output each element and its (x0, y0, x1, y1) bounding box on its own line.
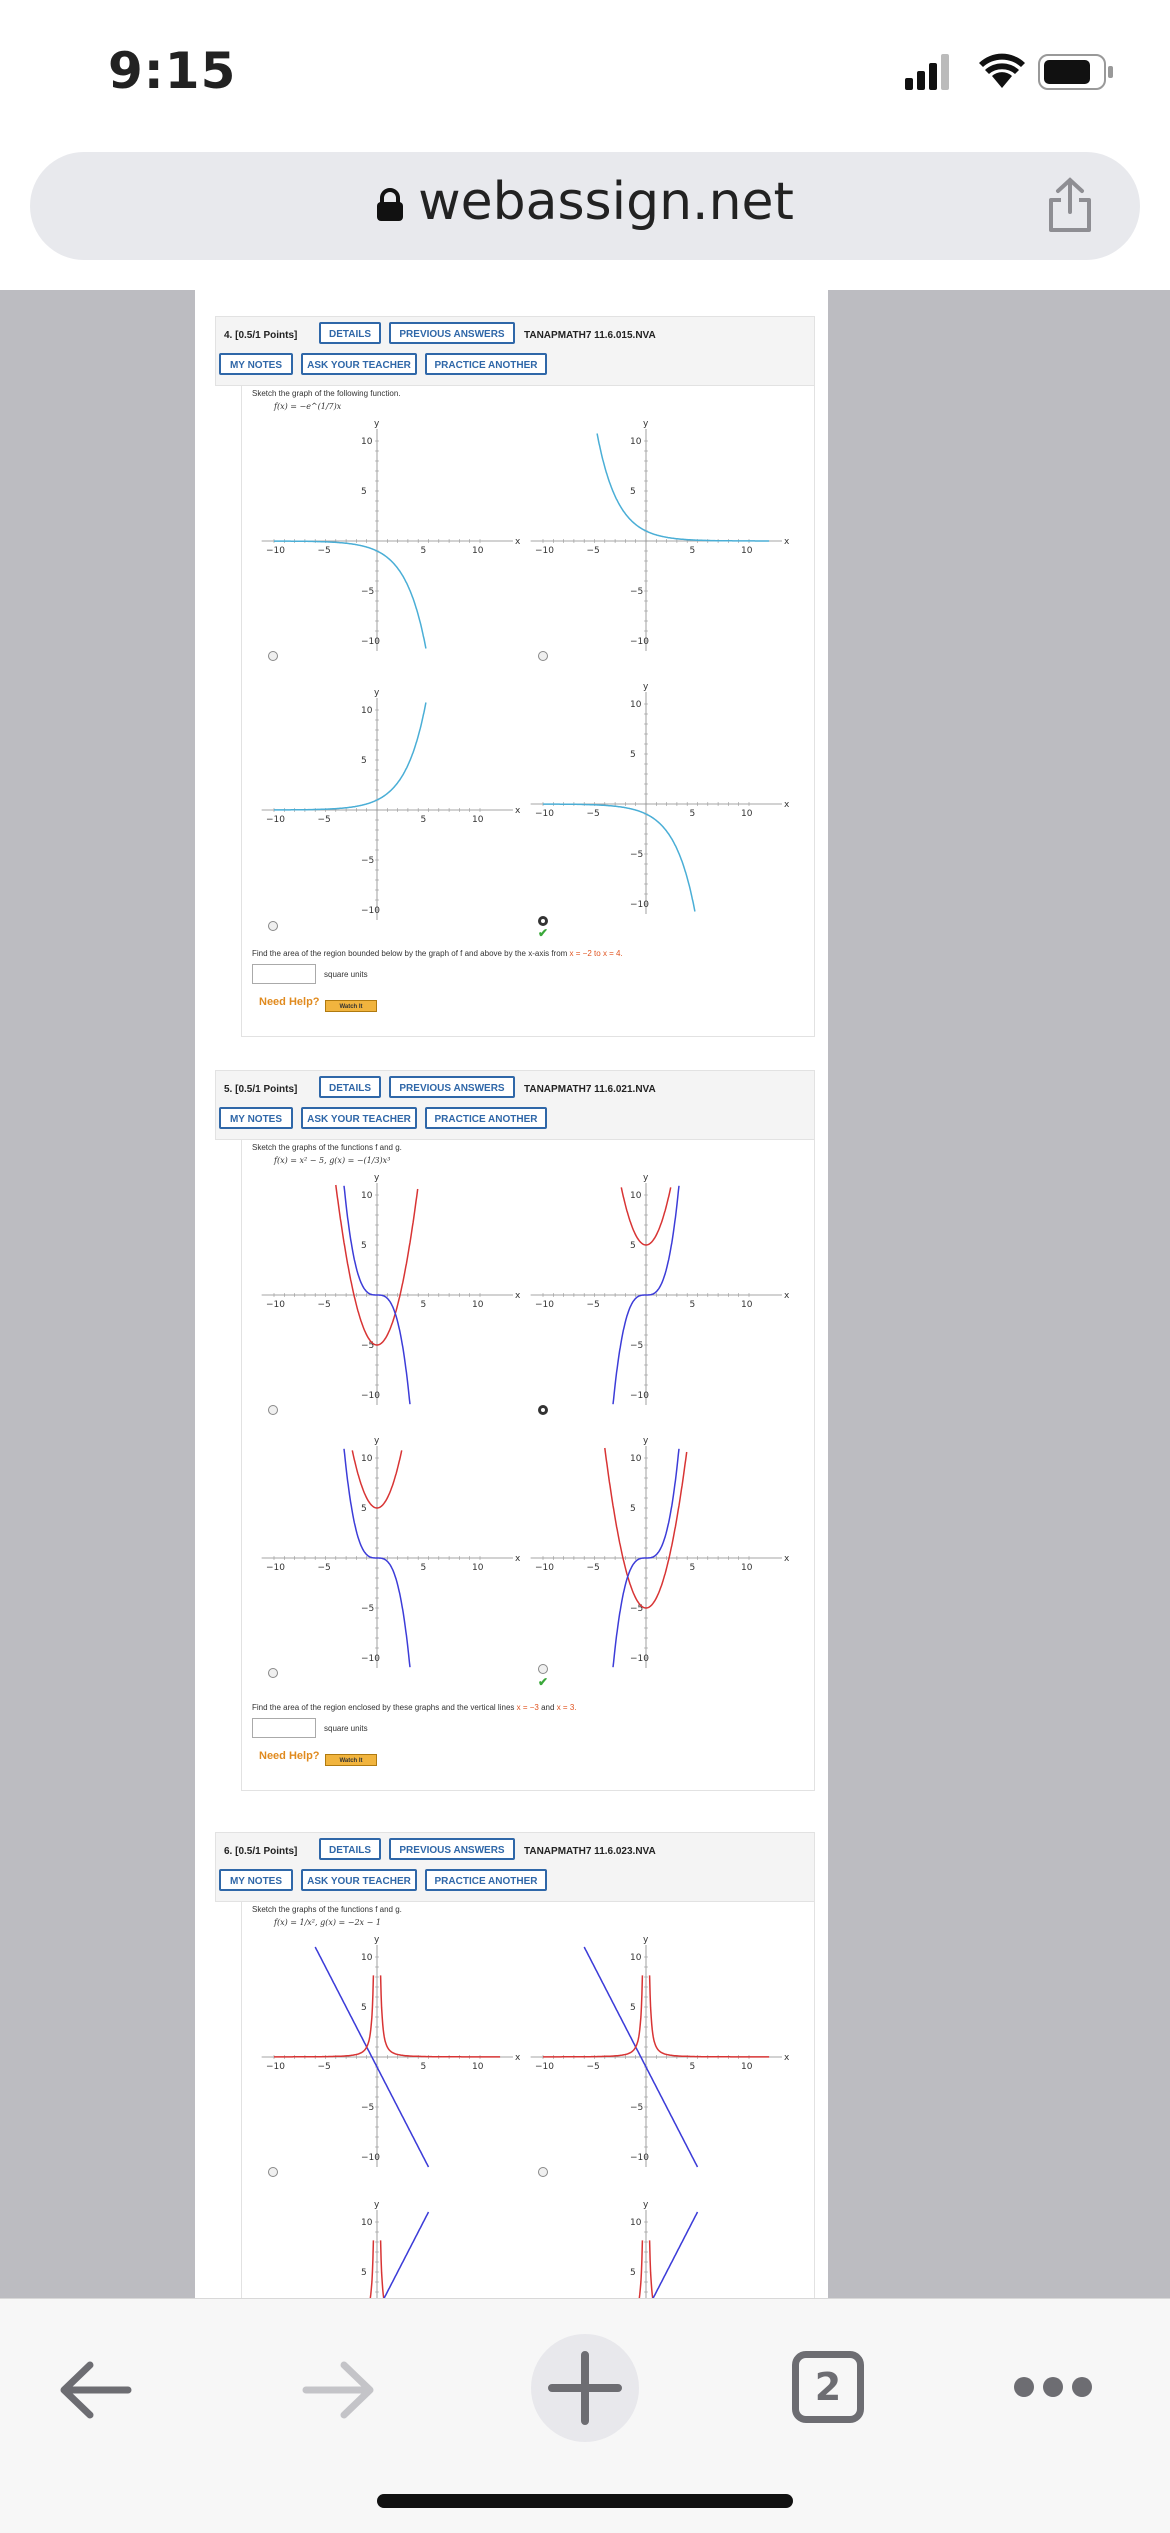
x-tick-label: 10 (472, 546, 484, 556)
back-arrow-icon[interactable] (58, 2359, 134, 2421)
y-tick-label: −5 (630, 1341, 644, 1351)
area-answer-input[interactable] (252, 964, 316, 984)
x-tick-label: −10 (535, 1300, 554, 1310)
new-tab-icon[interactable] (530, 2333, 640, 2443)
y-tick-label: 5 (630, 1241, 636, 1251)
question-prompt: Sketch the graphs of the functions f and g. (252, 1905, 402, 1914)
y-axis-label: y (643, 1436, 649, 1446)
x-tick-label: −5 (586, 546, 600, 556)
y-tick-label: −10 (361, 2153, 380, 2163)
webpage-viewport[interactable] (0, 290, 1170, 2298)
previous-answers-button[interactable]: PREVIOUS ANSWERS (389, 1076, 515, 1098)
function-curve (650, 1975, 770, 2056)
y-axis-label: y (374, 1935, 380, 1945)
function-curve (274, 703, 426, 810)
x-tick-label: 5 (420, 1563, 427, 1573)
url-text: webassign.net (418, 172, 794, 232)
y-tick-label: −5 (361, 1604, 375, 1614)
question-header (215, 1832, 815, 1902)
x-tick-label: −10 (266, 1563, 285, 1573)
y-tick-label: −5 (630, 1604, 644, 1614)
choice-3-radio[interactable] (268, 1668, 278, 1678)
y-tick-label: 5 (630, 2268, 636, 2278)
question-number: 5. [0.5/1 Points] (224, 1084, 298, 1095)
choice-1-radio[interactable] (268, 2167, 278, 2177)
question-number: 6. [0.5/1 Points] (224, 1846, 298, 1857)
y-tick-label: 10 (361, 1953, 373, 1963)
x-tick-label: −5 (317, 2062, 331, 2072)
x-axis-label: x (784, 800, 790, 810)
graph-choice-2 (535, 419, 804, 647)
assignment-sheet (195, 290, 828, 2298)
y-tick-label: 10 (361, 706, 373, 716)
question-prompt: Sketch the graphs of the functions f and g. (252, 1143, 402, 1152)
x-axis-label: x (784, 537, 790, 547)
x-tick-label: 10 (741, 2062, 753, 2072)
y-tick-label: 10 (361, 437, 373, 447)
my-notes-button[interactable]: MY NOTES (219, 1107, 293, 1129)
y-tick-label: 5 (361, 1241, 367, 1251)
y-tick-label: −10 (630, 900, 649, 910)
graph-choice-2 (535, 1935, 804, 2163)
address-bar[interactable] (30, 152, 1140, 260)
question-header (215, 1070, 815, 1140)
area-answer-input[interactable] (252, 1718, 316, 1738)
y-axis-label: y (374, 688, 380, 698)
x-axis-label: x (515, 1554, 521, 1564)
x-tick-label: 5 (420, 1300, 427, 1310)
x-tick-label: 10 (741, 1300, 753, 1310)
question-prompt: Sketch the graph of the following function. (252, 389, 401, 398)
x-axis-label: x (515, 1291, 521, 1301)
graph-choice-3 (266, 1436, 535, 1664)
x-tick-label: −5 (586, 809, 600, 819)
x-tick-label: 10 (472, 2062, 484, 2072)
x-tick-label: −10 (266, 1300, 285, 1310)
y-tick-label: −10 (361, 637, 380, 647)
x-tick-label: 10 (741, 809, 753, 819)
details-button[interactable]: DETAILS (319, 1838, 381, 1860)
x-axis-label: x (784, 1554, 790, 1564)
function-curve (597, 434, 769, 542)
share-icon[interactable] (1045, 176, 1095, 234)
y-tick-label: 10 (361, 2218, 373, 2228)
y-axis-label: y (374, 419, 380, 429)
x-tick-label: 5 (689, 809, 696, 819)
y-tick-label: 10 (361, 1191, 373, 1201)
function-formula: f(x) = 1/x², g(x) = −2x − 1 (274, 1918, 381, 1927)
y-tick-label: −10 (361, 1654, 380, 1664)
y-axis-label: y (643, 682, 649, 692)
x-tick-label: −10 (266, 546, 285, 556)
y-axis-label: y (643, 1935, 649, 1945)
question-code: TANAPMATH7 11.6.021.NVA (524, 1084, 656, 1095)
y-tick-label: −10 (630, 1391, 649, 1401)
previous-answers-button[interactable]: PREVIOUS ANSWERS (389, 1838, 515, 1860)
correct-check-icon: ✔ (538, 1675, 549, 1689)
question-body (241, 1902, 815, 2303)
my-notes-button[interactable]: MY NOTES (219, 353, 293, 375)
y-tick-label: −5 (361, 1341, 375, 1351)
more-options-icon[interactable] (1012, 2375, 1094, 2399)
y-tick-label: 5 (361, 756, 367, 766)
practice-another-button[interactable]: PRACTICE ANOTHER (425, 1869, 547, 1891)
x-tick-label: 5 (689, 1563, 696, 1573)
y-axis-label: y (643, 1173, 649, 1183)
ask-your-teacher-button[interactable]: ASK YOUR TEACHER (301, 1107, 417, 1129)
choice-4-radio[interactable] (538, 916, 548, 926)
area-question-text: Find the area of the region enclosed by these graphs and the vertical lines x = −3 and x = 3. (252, 1703, 577, 1712)
x-tick-label: 10 (472, 815, 484, 825)
url-display[interactable] (30, 172, 1140, 232)
x-tick-label: −10 (535, 546, 554, 556)
details-button[interactable]: DETAILS (319, 1076, 381, 1098)
y-tick-label: −5 (630, 2103, 644, 2113)
y-tick-label: 5 (361, 2268, 367, 2278)
x-axis-label: x (515, 537, 521, 547)
my-notes-button[interactable]: MY NOTES (219, 1869, 293, 1891)
question-6 (215, 1832, 815, 2303)
previous-answers-button[interactable]: PREVIOUS ANSWERS (389, 322, 515, 344)
y-tick-label: −10 (361, 906, 380, 916)
ask-your-teacher-button[interactable]: ASK YOUR TEACHER (301, 1869, 417, 1891)
question-number: 4. [0.5/1 Points] (224, 330, 298, 341)
question-header (215, 316, 815, 386)
function-formula: f(x) = x² − 5, g(x) = −(1/3)x³ (274, 1156, 391, 1165)
y-tick-label: 10 (630, 1191, 642, 1201)
x-tick-label: −5 (317, 546, 331, 556)
x-tick-label: −10 (266, 2062, 285, 2072)
y-tick-label: −10 (361, 1391, 380, 1401)
x-tick-label: 5 (420, 815, 427, 825)
y-tick-label: −5 (630, 850, 644, 860)
y-tick-label: −5 (361, 587, 375, 597)
tab-count-button[interactable]: 2 (792, 2351, 864, 2423)
choice-2-radio[interactable] (538, 651, 548, 661)
cellular-signal-icon (905, 54, 953, 90)
x-tick-label: −5 (317, 1300, 331, 1310)
x-tick-label: 10 (472, 1563, 484, 1573)
watch-it-button[interactable]: Watch It (325, 1754, 377, 1766)
lock-icon (376, 188, 404, 222)
choice-1-radio[interactable] (268, 1405, 278, 1415)
details-button[interactable]: DETAILS (319, 322, 381, 344)
x-tick-label: −5 (586, 2062, 600, 2072)
ask-your-teacher-button[interactable]: ASK YOUR TEACHER (301, 353, 417, 375)
y-axis-label: y (374, 1173, 380, 1183)
function-curve (381, 1975, 501, 2056)
x-tick-label: 5 (689, 2062, 696, 2072)
question-4 (215, 316, 815, 1037)
status-time: 9:15 (108, 42, 237, 100)
x-tick-label: 10 (741, 1563, 753, 1573)
question-body (241, 1140, 815, 1791)
watch-it-button[interactable]: Watch It (325, 1000, 377, 1012)
x-tick-label: −10 (535, 1563, 554, 1573)
forward-arrow-icon[interactable] (300, 2359, 376, 2421)
question-5 (215, 1070, 815, 1791)
x-tick-label: 5 (689, 1300, 696, 1310)
y-tick-label: 5 (630, 487, 636, 497)
y-tick-label: 10 (361, 1454, 373, 1464)
y-tick-label: −5 (361, 2103, 375, 2113)
x-axis-label: x (784, 1291, 790, 1301)
y-tick-label: 10 (630, 2218, 642, 2228)
practice-another-button[interactable]: PRACTICE ANOTHER (425, 353, 547, 375)
units-label: square units (324, 970, 368, 979)
x-tick-label: −5 (317, 1563, 331, 1573)
question-body (241, 386, 815, 1037)
x-tick-label: 5 (420, 2062, 427, 2072)
need-help-label: Need Help? (259, 996, 320, 1008)
y-tick-label: 10 (630, 700, 642, 710)
graph-choice-4 (535, 1436, 804, 1664)
area-question-text: Find the area of the region bounded below by the graph of f and above by the x-axis from x = −2 to x = 4. (252, 949, 623, 958)
wifi-icon (978, 52, 1026, 90)
choice-2-radio[interactable] (538, 1405, 548, 1415)
y-tick-label: −5 (630, 587, 644, 597)
x-tick-label: 5 (420, 546, 427, 556)
function-curve (543, 1975, 642, 2056)
y-tick-label: 10 (630, 1454, 642, 1464)
practice-another-button[interactable]: PRACTICE ANOTHER (425, 1107, 547, 1129)
status-bar (0, 0, 1170, 140)
x-tick-label: −5 (317, 815, 331, 825)
x-tick-label: −10 (535, 2062, 554, 2072)
graph-choice-1 (266, 1173, 535, 1401)
choice-2-radio[interactable] (538, 2167, 548, 2177)
correct-check-icon: ✔ (538, 926, 549, 940)
y-axis-label: y (374, 2200, 380, 2210)
y-tick-label: 10 (630, 1953, 642, 1963)
graph-choice-3 (266, 688, 535, 916)
y-tick-label: 5 (630, 750, 636, 760)
y-tick-label: −5 (361, 856, 375, 866)
home-indicator (377, 2494, 793, 2508)
choice-4-radio[interactable] (538, 1664, 548, 1674)
x-tick-label: 10 (472, 1300, 484, 1310)
y-tick-label: 5 (630, 2003, 636, 2013)
units-label: square units (324, 1724, 368, 1733)
function-curve (274, 1975, 373, 2056)
y-tick-label: 5 (361, 1504, 367, 1514)
y-axis-label: y (374, 1436, 380, 1446)
function-curve (274, 541, 426, 648)
x-tick-label: 10 (741, 546, 753, 556)
function-formula: f(x) = −e^(1/7)x (274, 402, 342, 411)
x-tick-label: −5 (586, 1300, 600, 1310)
x-tick-label: 5 (689, 546, 696, 556)
y-tick-label: 5 (361, 2003, 367, 2013)
function-curve (543, 804, 695, 911)
choice-1-radio[interactable] (268, 651, 278, 661)
y-tick-label: −10 (630, 2153, 649, 2163)
battery-icon (1038, 54, 1114, 90)
x-axis-label: x (515, 806, 521, 816)
y-axis-label: y (643, 419, 649, 429)
y-tick-label: −10 (630, 637, 649, 647)
x-tick-label: −5 (586, 1563, 600, 1573)
y-tick-label: 10 (630, 437, 642, 447)
graph-choice-1 (266, 419, 535, 647)
x-axis-label: x (515, 2053, 521, 2063)
x-axis-label: x (784, 2053, 790, 2063)
y-axis-label: y (643, 2200, 649, 2210)
need-help-label: Need Help? (259, 1750, 320, 1762)
x-tick-label: −10 (266, 815, 285, 825)
y-tick-label: 5 (361, 487, 367, 497)
graph-choice-4 (535, 682, 804, 910)
graph-choice-2 (535, 1173, 804, 1401)
y-tick-label: −10 (630, 1654, 649, 1664)
question-code: TANAPMATH7 11.6.015.NVA (524, 330, 656, 341)
question-code: TANAPMATH7 11.6.023.NVA (524, 1846, 656, 1857)
choice-3-radio[interactable] (268, 921, 278, 931)
graph-choice-1 (266, 1935, 535, 2163)
x-tick-label: −10 (535, 809, 554, 819)
y-tick-label: 5 (630, 1504, 636, 1514)
